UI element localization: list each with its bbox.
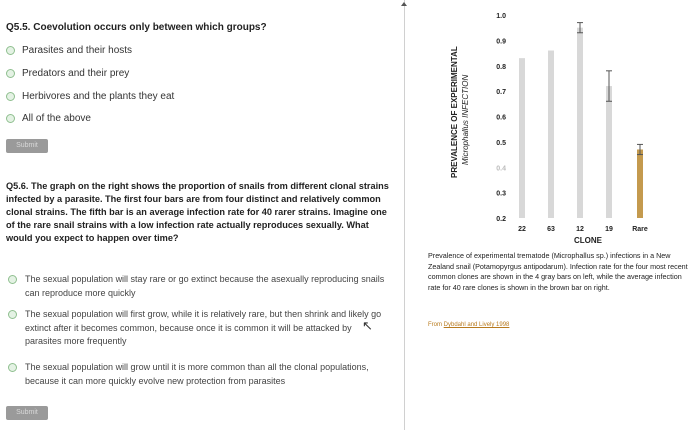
y-tick-label: 0.3	[496, 190, 506, 198]
y-tick-label: 1.0	[496, 13, 506, 20]
q55-title: Q5.5. Coevolution occurs only between which groups?	[6, 22, 267, 33]
figure-citation	[428, 322, 509, 328]
bar-22	[519, 58, 525, 218]
bar-63	[548, 51, 554, 218]
y-tick-label: 0.6	[496, 114, 506, 122]
figure-caption: Prevalence of experimental trematode (Microphallus sp.) infections in a New Zealand snail (Potamopyrgus antipodarum). Infection rate for the four most recent common clones are shown in the 4 gray bars on left, while the average infection rate for 40 rare clones is shown in the brown bar on right.	[428, 251, 688, 292]
mouse-cursor-icon: ↖	[362, 318, 373, 333]
x-tick-label-19: 19	[605, 226, 613, 233]
y-tick-label: 0.4	[496, 165, 506, 173]
q56-submit-button[interactable]: Submit	[6, 406, 48, 420]
q55-option-1-label: Parasites and their hosts	[22, 45, 133, 56]
bar-12	[577, 28, 583, 218]
y-tick-label: 0.9	[496, 38, 506, 46]
q56-option-2-label: The sexual population will first grow, while it is relatively rare, but then shrink and likely go extinct after it becomes common, because once it is common it will be attacked by parasites more frequently	[25, 309, 382, 346]
q55-submit-button[interactable]: Submit	[6, 139, 48, 153]
y-tick-label: 0.8	[496, 63, 506, 71]
q55-option-3-label: Herbivores and the plants they eat	[22, 91, 175, 102]
q56-option-3-label: The sexual population will grow until it is more common than all the clonal populations, because it can more quickly evolve new protection from parasites	[25, 362, 369, 386]
x-tick-label-12: 12	[576, 226, 584, 233]
y-tick-label: 0.5	[496, 139, 506, 147]
x-tick-label-22: 22	[518, 226, 526, 233]
citation-link[interactable]: Dybdahl and Lively 1998	[443, 322, 510, 328]
chart-y-axis-label-species: Microphallus INFECTION	[461, 74, 470, 165]
citation-prefix: From	[428, 322, 444, 328]
chart-x-axis-label: CLONE	[574, 236, 602, 245]
y-tick-label: 0.7	[496, 89, 506, 97]
bar-Rare	[637, 149, 643, 218]
x-tick-label-63: 63	[547, 226, 555, 233]
q56-option-1-label: The sexual population will stay rare or go extinct because the asexually reproducing snails can reproduce more quickly	[25, 274, 385, 298]
y-tick-label: 0.2	[496, 216, 506, 223]
chart-y-axis-label: PREVALENCE OF EXPERIMENTAL	[450, 46, 459, 178]
q55-option-2-label: Predators and their prey	[22, 68, 130, 79]
q56-question-text: Q5.6. The graph on the right shows the proportion of snails from different clonal strains infected by a parasite. The first four bars are from four distinct and relatively common clonal strains. The fifth bar is an average infection rate for 40 rarer strains. Imagine one of the rare snail strains with a low infection rate actually reproduces sexually. What would you expect to happen over time?	[6, 181, 389, 243]
x-tick-label-Rare: Rare	[632, 226, 648, 233]
q55-option-4-label: All of the above	[22, 113, 91, 124]
bar-19	[606, 86, 612, 218]
